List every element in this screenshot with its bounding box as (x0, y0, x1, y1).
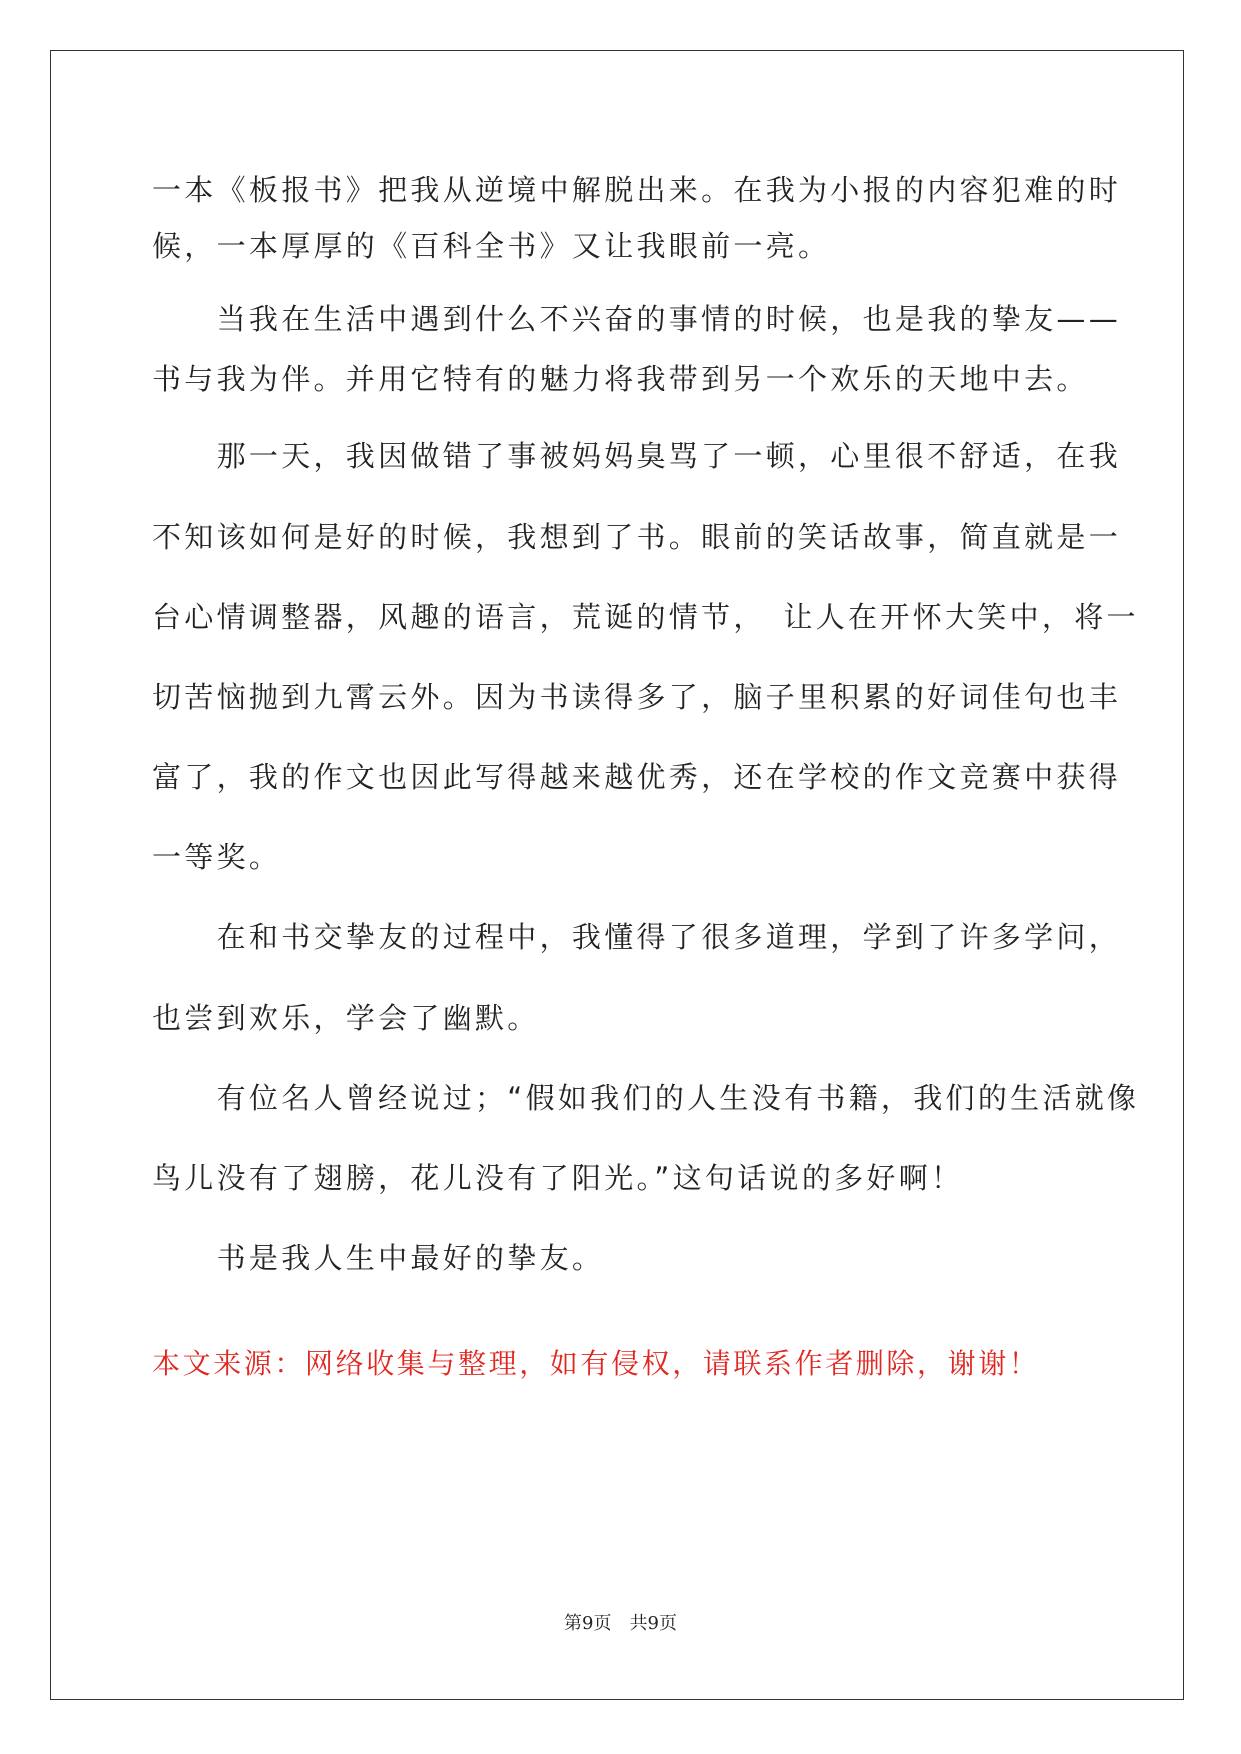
source-disclaimer: 本文来源：网络收集与整理，如有侵权，请联系作者删除，谢谢！ (152, 1347, 1040, 1380)
body-text-line: 台心情调整器，风趣的语言，荒诞的情节， 让人在开怀大笑中，将一 (152, 600, 1139, 634)
body-text-line: 候，一本厚厚的《百科全书》又让我眼前一亮。 (152, 229, 831, 263)
body-text-line: 不知该如何是好的时候，我想到了书。眼前的笑话故事，简直就是一 (152, 520, 1122, 554)
body-text-line: 富了，我的作文也因此写得越来越优秀，还在学校的作文竞赛中获得 (152, 760, 1122, 794)
body-text-line: 鸟儿没有了翅膀，花儿没有了阳光。”这句话说的多好啊！ (152, 1161, 964, 1195)
body-text-line: 也尝到欢乐，学会了幽默。 (152, 1001, 540, 1035)
body-text-line: 书是我人生中最好的挚友。 (152, 1241, 605, 1275)
page-number-footer: 第9页 共9页 (564, 1613, 677, 1634)
body-text-line: 一等奖。 (152, 840, 282, 874)
body-text-line: 有位名人曾经说过；“假如我们的人生没有书籍，我们的生活就像 (152, 1081, 1140, 1115)
body-text-line: 在和书交挚友的过程中，我懂得了很多道理，学到了许多学问， (152, 920, 1122, 954)
body-text-line: 切苦恼抛到九霄云外。因为书读得多了，脑子里积累的好词佳句也丰 (152, 680, 1122, 714)
body-text-line: 书与我为伴。并用它特有的魅力将我带到另一个欢乐的天地中去。 (152, 362, 1089, 396)
body-text-line: 一本《板报书》把我从逆境中解脱出来。在我为小报的内容犯难的时 (152, 173, 1122, 207)
body-text-line: 当我在生活中遇到什么不兴奋的事情的时候，也是我的挚友—— (152, 302, 1122, 336)
body-text-line: 那一天，我因做错了事被妈妈臭骂了一顿，心里很不舒适，在我 (152, 439, 1122, 473)
